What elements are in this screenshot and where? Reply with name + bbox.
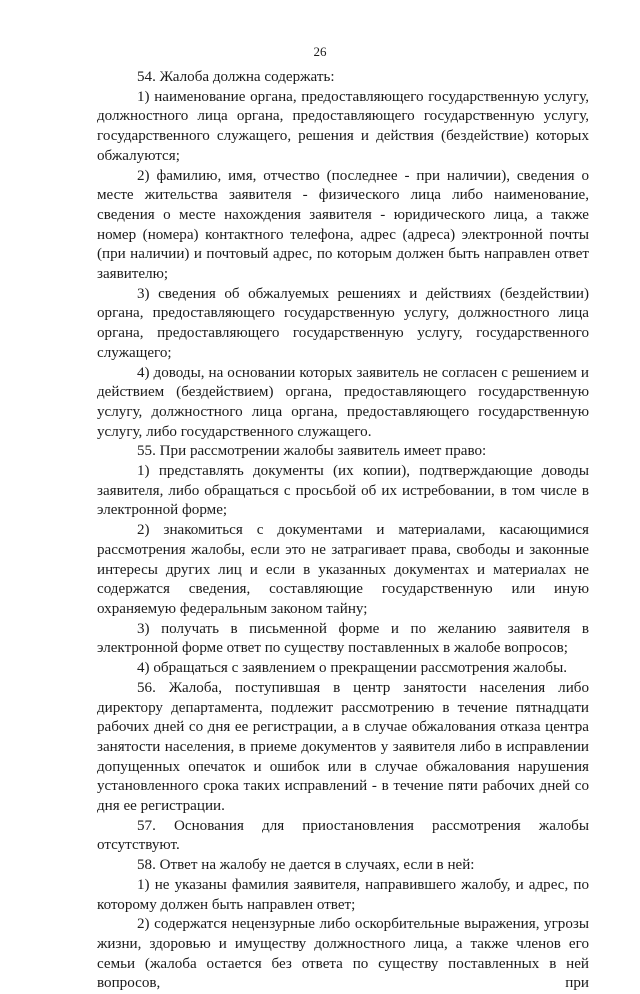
document-body — [97, 68, 589, 994]
paragraph-57: 57. Основания для приостановления рассмотрения жалобы отсутствуют. — [97, 817, 589, 854]
paragraph-55-item-4: 4) обращаться с заявлением о прекращении рассмотрения жалобы. — [137, 660, 567, 677]
paragraph-54-heading: 54. Жалоба должна содержать: — [137, 69, 335, 85]
paragraph-58-item-1: 1) не указаны фамилия заявителя, направившего жалобу, и адрес, по которому должен быть направлен ответ; — [97, 876, 589, 913]
paragraph-54-item-2: 2) фамилию, имя, отчество (последнее - при наличии), сведения о месте жительства заявителя - физического лица либо наименование, сведения о месте нахождения заявителя - юридического лица, а также номер (номера) контактного телефона, адрес (адреса) электронной почты (при наличии) и почтовый адрес, по которым должен быть направлен ответ заявителю; — [97, 167, 589, 283]
paragraph-55-item-1: 1) представлять документы (их копии), подтверждающие доводы заявителя, либо обращаться с просьбой об их истребовании, в том числе в электронной форме; — [97, 463, 589, 519]
paragraph-55-item-2: 2) знакомиться с документами и материалами, касающимися рассмотрения жалобы, если это не затрагивает права, свободы и законные интересы других лиц и если в указанных документах и материалах не содержатся сведения, составляющие государственную или иную охраняемую федеральным законом тайну; — [97, 522, 589, 617]
paragraph-55-item-3: 3) получать в письменной форме и по желанию заявителя в электронной форме ответ по существу поставленных в жалобе вопросов; — [97, 620, 589, 657]
paragraph-55-heading: 55. При рассмотрении жалобы заявитель имеет право: — [137, 443, 487, 460]
paragraph-58-item-2: 2) содержатся нецензурные либо оскорбительные выражения, угрозы жизни, здоровью и имуществу должностного лица, а также членов его семьи (жалоба остается без ответа по существу поставленных в ней вопросов, при — [97, 916, 589, 992]
paragraph-56: 56. Жалоба, поступившая в центр занятости населения либо директору департамента, подлежит рассмотрению в течение пятнадцати рабочих дней со дня ее регистрации, а в случае обжалования отказа центра занятости населения, в приеме документов у заявителя либо в исправлении допущенных опечаток и ошибок или в случае обжалования нарушения установленного срока таких исправлений - в течение пяти рабочих дней со дня ее регистрации. — [97, 679, 589, 815]
paragraph-54-item-1: 1) наименование органа, предоставляющего государственную услугу, должностного лица органа, предоставляющего государственную услугу, государственного служащего, решения и действия (бездействие) которых обжалуются; — [97, 88, 589, 164]
paragraph-58-heading: 58. Ответ на жалобу не дается в случаях, если в ней: — [137, 857, 475, 874]
page-number: 26 — [313, 44, 327, 59]
paragraph-54-item-3: 3) сведения об обжалуемых решениях и действиях (бездействии) органа, предоставляющего государственную услугу, должностного лица органа, предоставляющего государственную услугу, государственного служащего; — [97, 285, 589, 361]
paragraph-54-item-4: 4) доводы, на основании которых заявитель не согласен с решением и действием (бездействием) органа, предоставляющего государственную услугу, должностного лица органа, предоставляющего государственную услугу, либо государственного служащего. — [97, 364, 589, 440]
